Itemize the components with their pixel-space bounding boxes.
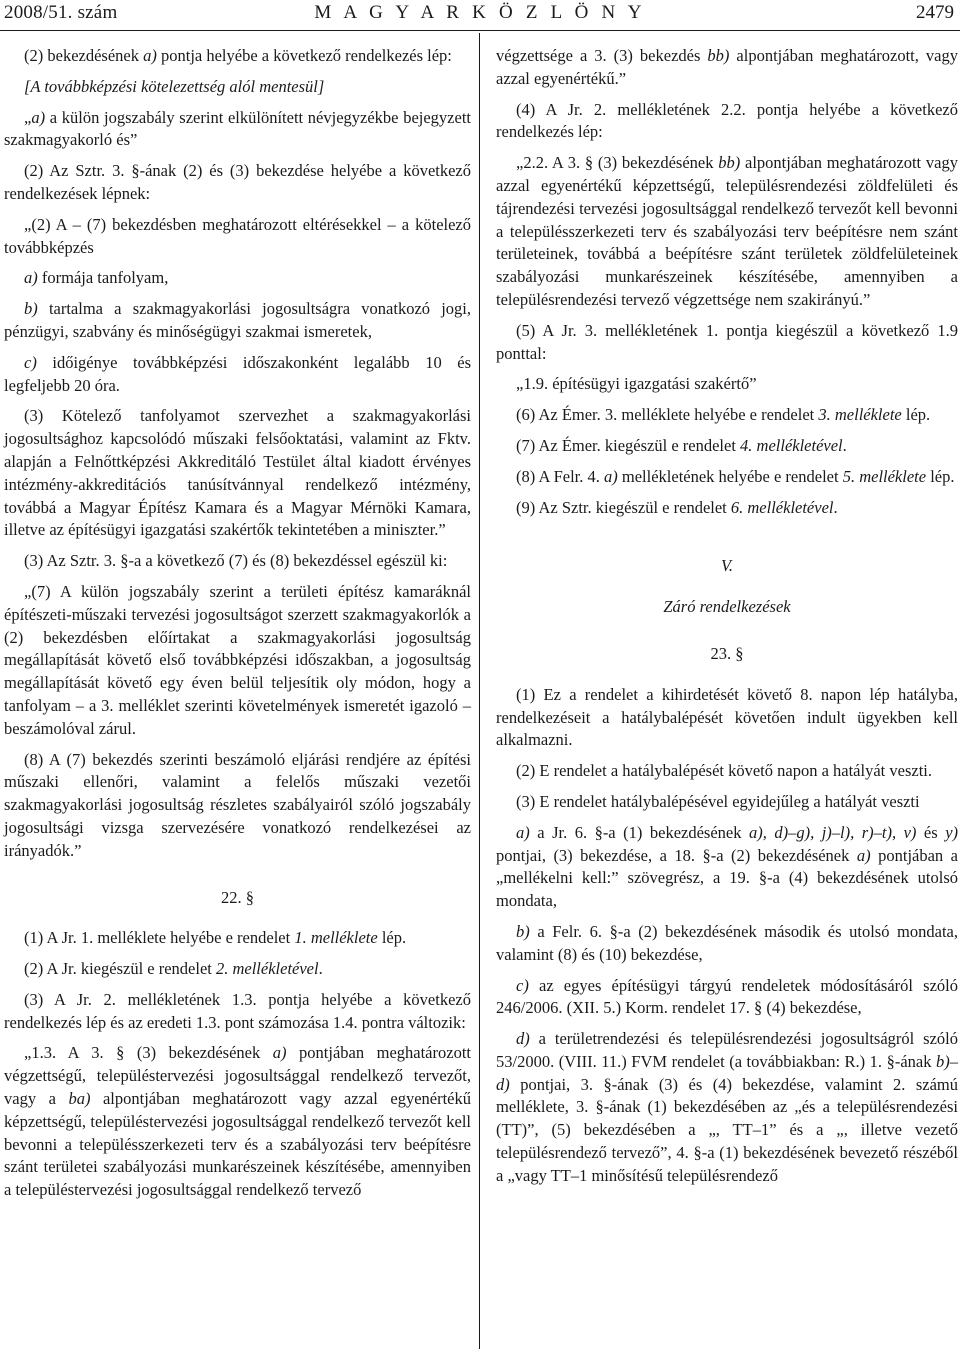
paragraph: (3) A Jr. 2. mellékletének 1.3. pontja helyébe a következő rendelkezés lép és az eredeti 1.3. pont számozása 1.4. pontra változik: — [4, 989, 471, 1032]
issue-number: 2008/51. szám — [4, 2, 118, 23]
section-22-heading: 22. § — [221, 887, 254, 907]
paragraph: (4) A Jr. 2. mellékletének 2.2. pontja helyébe a következő rendelkezés lép: — [496, 99, 958, 142]
page-header — [0, 0, 960, 32]
paragraph: b) tartalma a szakmagyakorlási jogosultságra vonatkozó jogi, pénzügyi, szabvány és minőségügyi szakmai ismeretek, — [4, 299, 471, 341]
paragraph: b) a Felr. 6. §-a (2) bekezdésének második és utolsó mondata, valamint (8) és (10) bekezdése, — [496, 921, 958, 964]
paragraph: (3) Kötelező tanfolyamot szervezhet a szakmagyakorlási jogosultsághoz kapcsolódó műszaki felsőoktatási, valamint az Fktv. alapján a Felnőttképzési Akkreditáló Testület által kiadott érvényes intézmény-akkreditációs tanúsítvánnyal rendelkező intézmény, továbbá a Magyar Építész Kamara és a Magyar Mérnöki Kamara, illetve az építésügyi igazgatási szakértők tekintetében a miniszter.” — [4, 406, 471, 540]
chapter-title: Záró rendelkezések — [663, 597, 791, 617]
chapter-number: V. — [720, 556, 734, 576]
paragraph: c) az egyes építésügyi tárgyú rendeletek módosításáról szóló 246/2006. (XII. 5.) Korm. rendelet 17. § (4) bekezdése, — [496, 975, 958, 1018]
paragraph: (7) Az Émer. kiegészül e rendelet 4. mellékletével. — [516, 435, 847, 455]
paragraph: (8) A Felr. 4. a) mellékletének helyébe e rendelet 5. melléklete lép. — [516, 466, 955, 486]
left-column — [4, 45, 471, 1210]
right-after-paragraphs — [496, 684, 958, 1188]
right-column — [496, 45, 958, 1196]
paragraph: (6) Az Émer. 3. melléklete helyébe e rendelet 3. melléklete lép. — [516, 405, 931, 425]
paragraph: (2) bekezdésének a) pontja helyébe a következő rendelkezés lép: — [24, 46, 452, 65]
paragraph: (2) E rendelet a hatálybalépését követő napon a hatályát veszti. — [516, 761, 932, 781]
paragraph: „a) a külön jogszabály szerint elkülönített névjegyzékbe bejegyzett szakmagyakorló és” — [4, 107, 471, 150]
paragraph: (2) Az Sztr. 3. §-ának (2) és (3) bekezdése helyébe a következő rendelkezések lépnek: — [4, 161, 471, 203]
paragraph: (3) Az Sztr. 3. §-a a következő (7) és (8) bekezdéssel egészül ki: — [24, 551, 448, 571]
paragraph: c) időigénye továbbképzési időszakonként legalább 10 és legfeljebb 20 óra. — [4, 352, 471, 395]
paragraph: (2) A Jr. kiegészül e rendelet 2. mellékletével. — [24, 959, 323, 979]
paragraph: végzettsége a 3. (3) bekezdés bb) alpontjában meghatározott, vagy azzal egyenértékű.” — [496, 46, 958, 88]
paragraph: (1) A Jr. 1. melléklete helyébe e rendelet 1. melléklete lép. — [24, 928, 407, 948]
paragraph: (3) E rendelet hatálybalépésével egyidejűleg a hatályát veszti — [516, 791, 920, 811]
paragraph: (5) A Jr. 3. mellékletének 1. pontja kiegészül a következő 1.9 ponttal: — [496, 320, 958, 363]
left-paragraphs — [4, 45, 471, 863]
right-paragraphs — [496, 45, 958, 519]
left-after-paragraphs — [4, 927, 471, 1202]
paragraph: d) a területrendezési és településrendezési jogosultságról szóló 53/2000. (VIII. 11.) FVM rendelet (a továbbiakban: R.) 1. §-ának b)–d) pontjai, 3. §-ának (3) és (4) bekezdése, valamint 2. számú melléklete, 3. §-ának (1) bekezdésében az „és a településrendezési (TT)”, (5) bekezdésében a „, TT–1” és a „, illetve vezető településrendező tervező”, 4. §-a (1) bekezdésének bevezető részéből a „vagy TT–1 minősítésű településrendező — [496, 1029, 958, 1185]
paragraph: [A továbbképzési kötelezettség alól mentesül] — [24, 76, 325, 96]
paragraph: a) a Jr. 6. §-a (1) bekezdésének a), d)–g), j)–l), r)–t), v) és y) pontjai, (3) bekezdése, a 18. §-a (2) bekezdésének a) pontjában a „mellékelni kell:” szövegrész, a 19. §-a (4) bekezdésének utolsó mondata, — [496, 822, 959, 911]
paragraph: (9) Az Sztr. kiegészül e rendelet 6. mellékletével. — [516, 497, 838, 517]
paragraph: „1.3. A 3. § (3) bekezdésének a) pontjában meghatározott végzettségű, településtervezési jogosultsággal rendelkező tervezőt, vagy a ba) alpontjában meghatározott vagy azzal egyenértékű képzettségű, településtervezési jogosultsággal rendelkező tervezőt kell bevonni a településszerkezeti terv és a szabályozási terv beépítésre szánt területei szabályozási munkarészeinek készítésébe, amennyiben a településtervezési jogosultsággal rendelkező tervező — [4, 1043, 471, 1200]
paragraph: „(2) A – (7) bekezdésben meghatározott eltérésekkel – a kötelező továbbképzés — [4, 214, 471, 257]
section-23-heading: 23. § — [710, 643, 744, 663]
paragraph: (1) Ez a rendelet a kihirdetését követő 8. napon lép hatályba, rendelkezéseit a hatálybalépését követően indult ügyekben kell alkalmazni. — [496, 684, 958, 750]
paragraph: „(7) A külön jogszabály szerint a területi építész kamaráknál építészeti-műszaki tervezési jogosultságot szerzett szakmagyakorlók a (2) bekezdésben előírtakat a szakmagyakorlási jogosultság megállapítását követő első továbbképzési időszakban, a jogosultság megállapítását követő egy éven belül teljesítik oly módon, hogy a tanfolyam – a 3. melléklet szerinti követelmények ismeretét igazoló – beszámolóval zárul. — [4, 581, 471, 738]
page-number: 2479 — [916, 2, 954, 23]
paragraph: „2.2. A 3. § (3) bekezdésének bb) alpontjában meghatározott vagy azzal egyenértékű képzettségű, településrendezési zöldfelületi és tájrendezési tervezési jogosultsággal rendelkező tervezőt kell bevonni a településszerkezeti terv és szabályozási terv beépítésre nem szánt területeinek, továbbá a beépítésre szánt területek zöldfelületeinek szabályozási munkarészeinek készítésébe, amennyiben a településrendezési tervező végzettsége nem szakirányú.” — [496, 153, 958, 309]
column-divider — [479, 33, 480, 1349]
paragraph: „1.9. építésügyi igazgatási szakértő” — [516, 374, 757, 394]
paragraph: (8) A (7) bekezdés szerinti beszámoló eljárási rendjére az építési műszaki ellenőri, valamint a felelős műszaki vezetői szakmagyakorlási jogosultság részletes szabályairól szóló jogszabály jogosultsági vizsga szervezésére vonatkozó rendelkezései az irányadók.” — [4, 749, 471, 860]
paragraph: a) formája tanfolyam, — [24, 268, 169, 288]
header-rule — [0, 30, 960, 31]
journal-title: M A G Y A R K Ö Z L Ö N Y — [314, 2, 646, 23]
